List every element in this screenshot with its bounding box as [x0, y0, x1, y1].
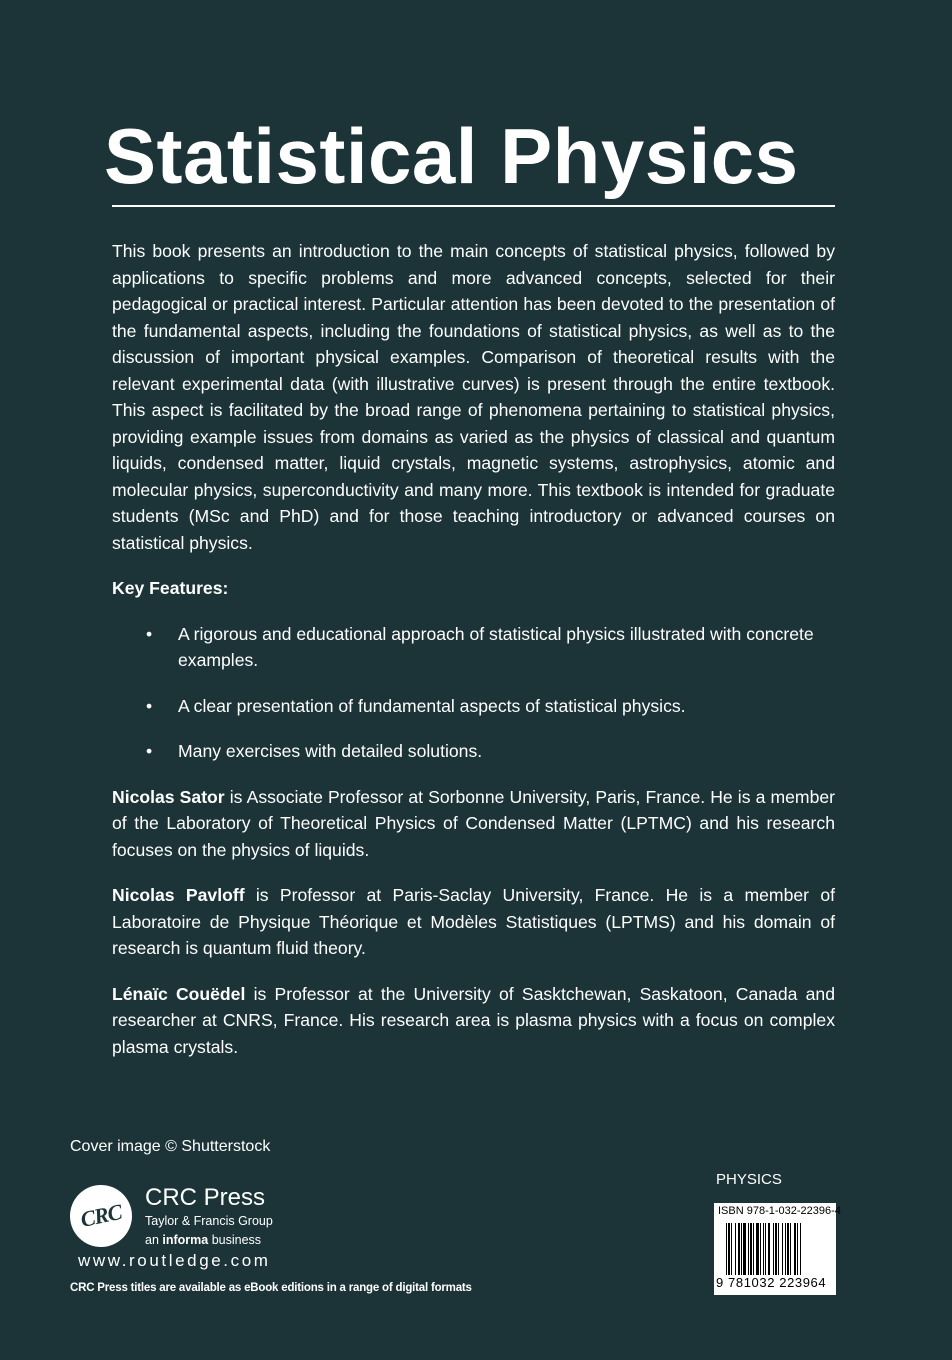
barcode-bar — [768, 1223, 770, 1275]
key-feature-text: Many exercises with detailed solutions. — [178, 741, 483, 761]
key-feature-item — [112, 621, 835, 674]
barcode-bar — [800, 1223, 801, 1275]
barcode-bar — [753, 1223, 754, 1275]
barcode-bar — [797, 1223, 798, 1275]
barcode-bar — [782, 1223, 783, 1275]
barcode-bar — [794, 1223, 796, 1275]
publisher-name: CRC Press — [145, 1184, 266, 1211]
barcode-bar — [741, 1223, 742, 1275]
barcode-bar — [775, 1223, 777, 1275]
publisher-url[interactable]: www.routledge.com — [78, 1251, 271, 1270]
barcode-bar — [760, 1223, 761, 1275]
barcode-bar — [750, 1223, 752, 1275]
key-feature-item — [112, 738, 835, 765]
barcode-bar — [785, 1223, 786, 1275]
crc-logo-text: CRC — [78, 1199, 124, 1233]
author-name: Nicolas Pavloff — [112, 885, 245, 905]
barcode-bar — [748, 1223, 749, 1275]
crc-logo-icon — [64, 1179, 138, 1253]
key-features-heading: Key Features: — [112, 578, 229, 598]
key-feature-item — [112, 693, 835, 720]
barcode-bar — [728, 1223, 730, 1275]
barcode-bar — [787, 1223, 789, 1275]
author-bio-text: is Associate Professor at Sorbonne University, Paris, France. He is a member of the Laboratory of Theoretical Physics of Condensed Matter (LPTMC) and his research focuses on the physics of liquids. — [112, 786, 835, 860]
barcode-bar — [738, 1223, 740, 1275]
isbn-label: ISBN 978-1-032-22396-4 — [718, 1205, 841, 1217]
main-content — [112, 238, 835, 1060]
author-bio — [112, 784, 835, 864]
publisher-group: Taylor & Francis Group — [145, 1214, 273, 1228]
author-bio-text: is Professor at Paris-Saclay University, France. He is a member of Laboratoire de Physique Théorique et Modèles Statistiques (LPTMS) and his domain of research is quantum fluid theory. — [112, 885, 835, 958]
book-title: Statistical Physics — [104, 112, 799, 200]
cover-image-credit: Cover image © Shutterstock — [70, 1138, 271, 1155]
barcode-bar — [773, 1223, 774, 1275]
key-feature-text: A rigorous and educational approach of statistical physics illustrated with concrete examples. — [178, 623, 814, 670]
author-name: Nicolas Sator — [112, 786, 225, 807]
business-suffix: business — [208, 1233, 262, 1247]
barcode-bar — [756, 1223, 759, 1275]
ebook-note: CRC Press titles are available as eBook editions in a range of digital formats — [70, 1282, 472, 1294]
barcode-bar — [765, 1223, 766, 1275]
bullet-icon: • — [146, 695, 153, 716]
barcode-bar — [778, 1223, 779, 1275]
key-features-list — [112, 621, 835, 765]
barcode-digits: 9 781032 223964 — [716, 1275, 827, 1290]
business-informa: informa — [162, 1233, 209, 1247]
isbn-barcode — [714, 1203, 841, 1295]
title-rule — [112, 205, 835, 207]
publisher-business — [145, 1233, 261, 1247]
barcode-bar — [763, 1223, 764, 1275]
author-name: Lénaïc Couëdel — [112, 983, 246, 1004]
author-bio — [112, 882, 835, 962]
barcode-bar — [731, 1223, 732, 1275]
barcode-bars-icon — [726, 1223, 832, 1275]
book-description: This book presents an introduction to the main concepts of statistical physics, followed by applications to specific problems and more advanced concepts, selected for their pedagogical or practical interest. Particular attention has been devoted to the presentation of the fundamental aspects, including the foundations of statistical physics, as well as to the discussion of important physical examples. Comparison of theoretical results with the relevant experimental data (with illustrative curves) is present through the entire textbook. This aspect is facilitated by the broad range of phenomena pertaining to statistical physics, providing example issues from domains as varied as the physics of classical and quantum liquids, condensed matter, liquid crystals, magnetic systems, astrophysics, atomic and molecular physics, superconductivity and many more. This textbook is intended for graduate students (MSc and PhD) and for those teaching introductory or advanced courses on statistical physics. — [112, 241, 835, 553]
bullet-icon: • — [146, 741, 153, 761]
barcode-bar — [735, 1223, 736, 1275]
key-feature-text: A clear presentation of fundamental aspects of statistical physics. — [178, 695, 686, 716]
bullet-icon: • — [146, 623, 153, 644]
business-prefix: an — [145, 1233, 163, 1247]
subject-label: PHYSICS — [716, 1171, 782, 1188]
barcode-bar — [726, 1223, 727, 1275]
barcode-bar — [790, 1223, 791, 1275]
author-bio — [112, 981, 835, 1061]
author-bio-text: is Professor at the University of Sasktchewan, Saskatoon, Canada and researcher at CNRS, France. His research area is plasma physics with a focus on complex plasma crystals. — [112, 983, 835, 1057]
barcode-bar — [743, 1223, 746, 1275]
